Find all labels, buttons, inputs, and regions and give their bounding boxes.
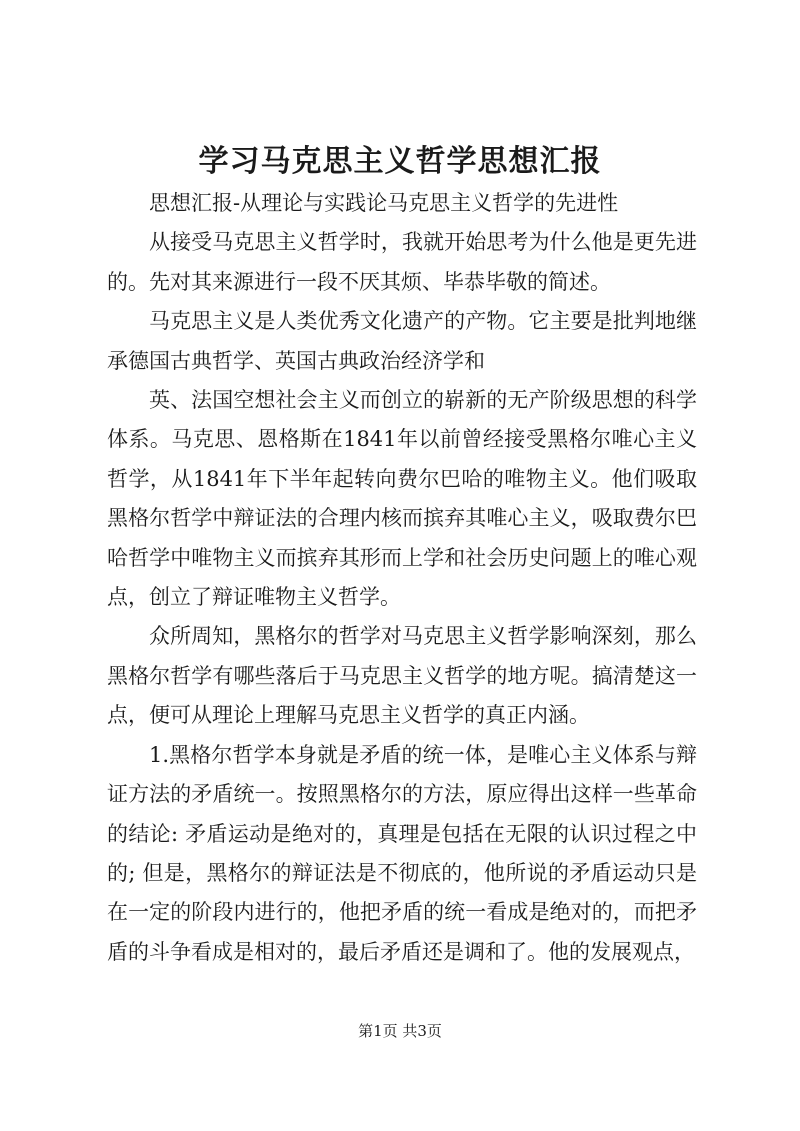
body-paragraph: 从接受马克思主义哲学时，我就开始思考为什么他是更先进的。先对其来源进行一段不厌其烦、毕恭毕敬的简述。 [107, 230, 697, 294]
body-paragraph: 英、法国空想社会主义而创立的崭新的无产阶级思想的科学体系。马克思、恩格斯在1841年以前曾经接受黑格尔唯心主义哲学，从1841年下半年起转向费尔巴哈的唯物主义。他们吸取黑格尔哲学中辩证法的合理内核而摈弃其唯心主义，吸取费尔巴哈哲学中唯物主义而摈弃其形而上学和社会历史问题上的唯心观点，创立了辩证唯物主义哲学。 [107, 388, 697, 610]
subtitle-paragraph: 思想汇报-从理论与实践论马克思主义哲学的先进性 [149, 191, 619, 215]
body-paragraph: 众所周知，黑格尔的哲学对马克思主义哲学影响深刻，那么黑格尔哲学有哪些落后于马克思主义哲学的地方呢。搞清楚这一点，便可从理论上理解马克思主义哲学的真正内涵。 [107, 624, 697, 728]
body-paragraph: 马克思主义是人类优秀文化遗产的产物。它主要是批判地继承德国古典哲学、英国古典政治经济学和 [107, 309, 697, 373]
document-body [107, 184, 697, 972]
body-paragraph: 1.黑格尔哲学本身就是矛盾的统一体，是唯心主义体系与辩证方法的矛盾统一。按照黑格尔的方法，原应得出这样一些革命的结论: 矛盾运动是绝对的，真理是包括在无限的认识过程之中的; 但是，黑格尔的辩证法是不彻底的，他所说的矛盾运动只是在一定的阶段内进行的，他把矛盾的统一看成是绝对的，而把矛盾的斗争看成是相对的，最后矛盾还是调和了。他的发展观点， [107, 742, 697, 964]
page-number-footer: 第1页 共3页 [358, 1022, 442, 1040]
document-title: 学习马克思主义哲学思想汇报 [198, 144, 602, 179]
